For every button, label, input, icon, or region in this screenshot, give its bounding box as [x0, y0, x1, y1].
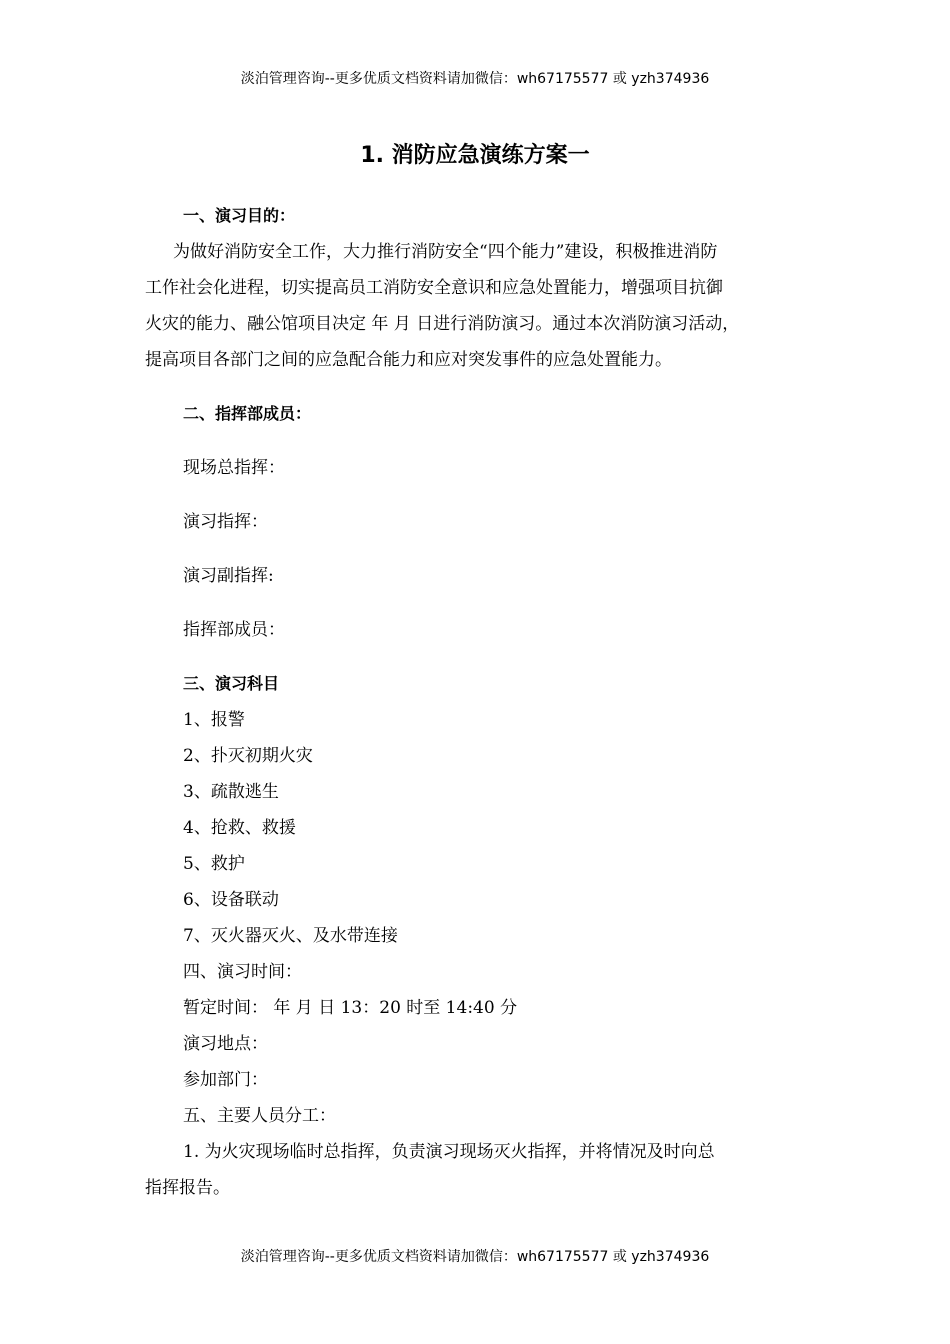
field-drill-commander: 演习指挥：: [183, 512, 268, 532]
purpose-line: 为做好消防安全工作，大力推行消防安全“四个能力”建设，积极推进消防: [173, 242, 718, 262]
page-header: 淡泊管理咨询--更多优质文档资料请加微信：wh67175577 或 yzh374936: [240, 71, 710, 87]
section-heading-subjects: 三、演习科目: [183, 674, 280, 693]
duty-line: 指挥报告。: [145, 1178, 230, 1198]
document-title: 1. 消防应急演练方案一: [360, 143, 590, 168]
duty-paragraph: [145, 1134, 825, 1206]
drill-location: 演习地点：: [183, 1034, 268, 1054]
list-item: 5、救护: [183, 854, 245, 874]
section-heading-time: 四、演习时间：: [183, 962, 302, 982]
page-footer: 淡泊管理咨询--更多优质文档资料请加微信：wh67175577 或 yzh374936: [240, 1249, 710, 1265]
list-item: 3、疏散逃生: [183, 782, 279, 802]
purpose-line: 工作社会化进程，切实提高员工消防安全意识和应急处置能力，增强项目抗御: [145, 278, 723, 298]
document-body: [145, 198, 825, 1206]
list-item: 6、设备联动: [183, 890, 279, 910]
section-heading-duties: 五、主要人员分工：: [183, 1106, 336, 1126]
participating-departments: 参加部门：: [183, 1070, 268, 1090]
list-item: 2、扑灭初期火灾: [183, 746, 313, 766]
scheduled-time: 暂定时间： 年 月 日 13：20 时至 14:40 分: [183, 998, 518, 1018]
field-deputy-commander: 演习副指挥:: [183, 566, 274, 586]
purpose-line: 火灾的能力、融公馆项目决定 年 月 日进行消防演习。通过本次消防演习活动，: [145, 314, 740, 334]
field-command-members: 指挥部成员：: [183, 620, 285, 640]
section-heading-command: 二、指挥部成员：: [183, 404, 312, 423]
purpose-paragraph: [145, 234, 825, 378]
section-heading-purpose: 一、演习目的：: [183, 206, 296, 225]
list-item: 4、抢救、救援: [183, 818, 296, 838]
duty-line: 1. 为火灾现场临时总指挥，负责演习现场灭火指挥，并将情况及时向总: [183, 1142, 715, 1162]
list-item: 7、灭火器灭火、及水带连接: [183, 926, 398, 946]
field-chief-commander: 现场总指挥：: [183, 458, 285, 478]
list-item: 1、报警: [183, 710, 245, 730]
purpose-line: 提高项目各部门之间的应急配合能力和应对突发事件的应急处置能力。: [145, 350, 672, 370]
